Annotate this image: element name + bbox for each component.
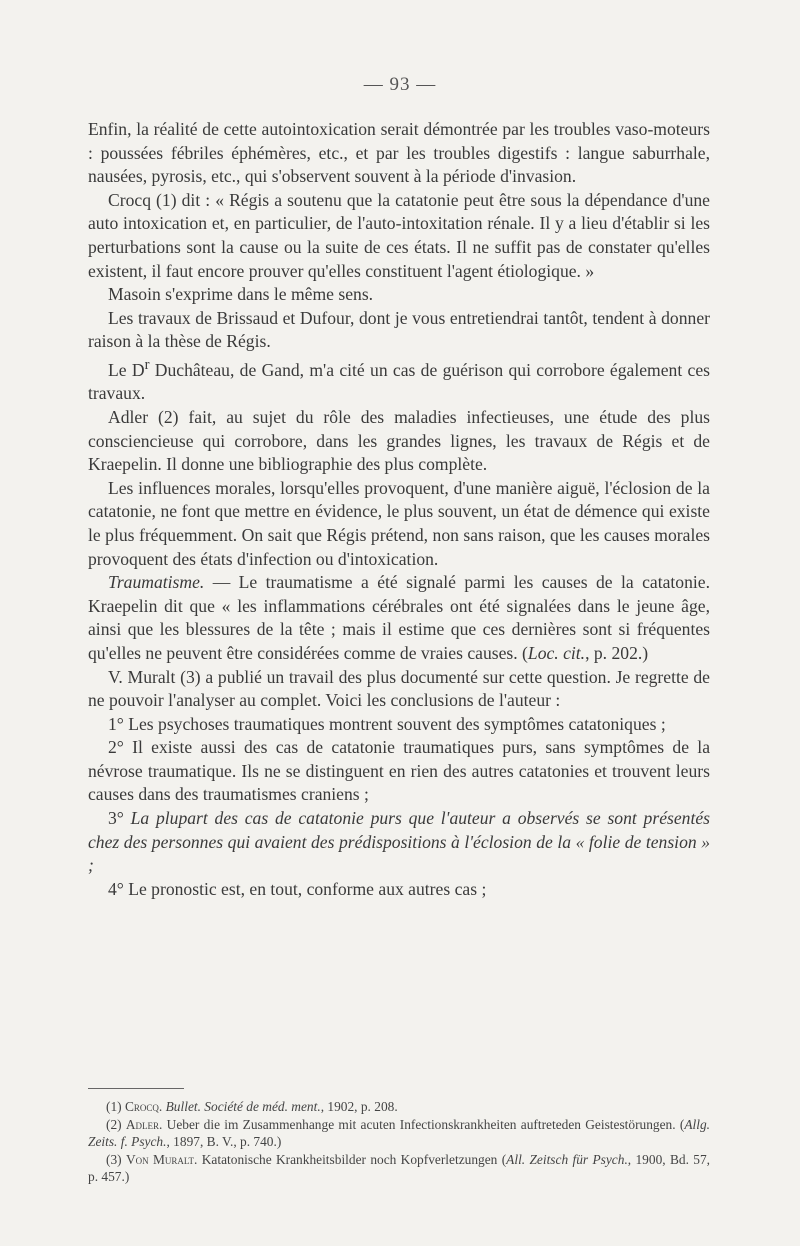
paragraph-8: Traumatisme. — Le traumatisme a été signalé parmi les causes de la catatonie. Kraepelin dit que « les inflammations cérébrales ont été signalées dans le jeune âge, ainsi que les blessures de la tête ; mais il estime que ces dernières sont si fréquentes qu'elles ne peuvent être considérées comme de vraies causes. (Loc. cit., p. 202.) bbox=[88, 572, 710, 663]
paragraph-5: Le $D^r$ Duchâteau, de Gand, m'a cité un cas de guérison qui corrobore également ces travaux. bbox=[88, 356, 710, 404]
footnote-1: (1) Crocq. Bullet. Société de méd. ment., 1902, p. 208. bbox=[106, 1099, 398, 1114]
paragraph-6: Adler (2) fait, au sujet du rôle des maladies infectieuses, une étude des plus consciencieuse qui corrobore, dans les grandes lignes, les travaux de Régis et de Kraepelin. Il donne une bibliographie des plus complète. bbox=[88, 406, 710, 475]
paragraph-4: Les travaux de Brissaud et Dufour, dont je vous entretiendrai tantôt, tendent à donner raison à la thèse de Régis. bbox=[88, 307, 710, 352]
paragraph-9: V. Muralt (3) a publié un travail des plus documenté sur cette question. Je regrette de ne pouvoir l'analyser au complet. Voici les conclusions de l'auteur : bbox=[88, 666, 710, 711]
paragraph-3: Masoin s'exprime dans le même sens. bbox=[108, 284, 374, 305]
paragraph-1: Enfin, la réalité de cette autointoxication serait démontrée par les troubles vaso-moteurs : poussées fébriles éphémères, etc., et par les troubles digestifs : langue saburrhale, nausées, pyrosis, etc., qui s'observent souvent à la période d'invasion. bbox=[88, 119, 710, 187]
body-text bbox=[88, 118, 710, 901]
paragraph-7: Les influences morales, lorsqu'elles provoquent, d'une manière aiguë, l'éclosion de la catatonie, ne font que mettre en évidence, le plus souvent, un état de démence qui existe le plus fréquemment. On sait que Régis prétend, non sans raison, que les causes morales provoquent des états d'infection ou d'intoxication. bbox=[88, 477, 710, 569]
footnote-divider bbox=[88, 1088, 184, 1089]
paragraph-12: 3° La plupart des cas de catatonie purs que l'auteur a observés se sont présentés chez des personnes qui avaient des prédispositions à l'éclosion de la « folie de tension » ; bbox=[88, 808, 711, 876]
footnotes bbox=[88, 1098, 710, 1186]
paragraph-11: 2° Il existe aussi des cas de catatonie traumatiques purs, sans symptômes de la névrose traumatique. Ils ne se distinguent en rien des autres catatonies et trouvent leurs causes dans des traumatismes craniens ; bbox=[88, 737, 710, 805]
paragraph-10: 1° Les psychoses traumatiques montrent souvent des symptômes catatoniques ; bbox=[108, 713, 666, 734]
footnote-3: (3) Von Muralt. Katatonische Krankheitsbilder noch Kopfverletzungen (All. Zeitsch für Psych., 1900, Bd. 57, p. 457.) bbox=[88, 1151, 711, 1184]
footnote-2: (2) Adler. Ueber die im Zusammenhange mit acuten Infectionskrankheiten auftreteden Geistestörungen. (Allg. Zeits. f. Psych., 1897, B. V., p. 740.) bbox=[88, 1116, 711, 1149]
paragraph-13: 4° Le pronostic est, en tout, conforme aux autres cas ; bbox=[108, 878, 487, 899]
paragraph-2: Crocq (1) dit : « Régis a soutenu que la catatonie peut être sous la dépendance d'une auto intoxication et, en particulier, de l'auto-intoxitation rénale. Il y a lieu d'établir si les perturbations sont la cause ou la suite de ces états. Il ne suffit pas de constater qu'elles existent, il faut encore prouver qu'elles constituent l'agent étiologique. » bbox=[88, 189, 710, 281]
page-number: — 93 — bbox=[363, 74, 437, 95]
